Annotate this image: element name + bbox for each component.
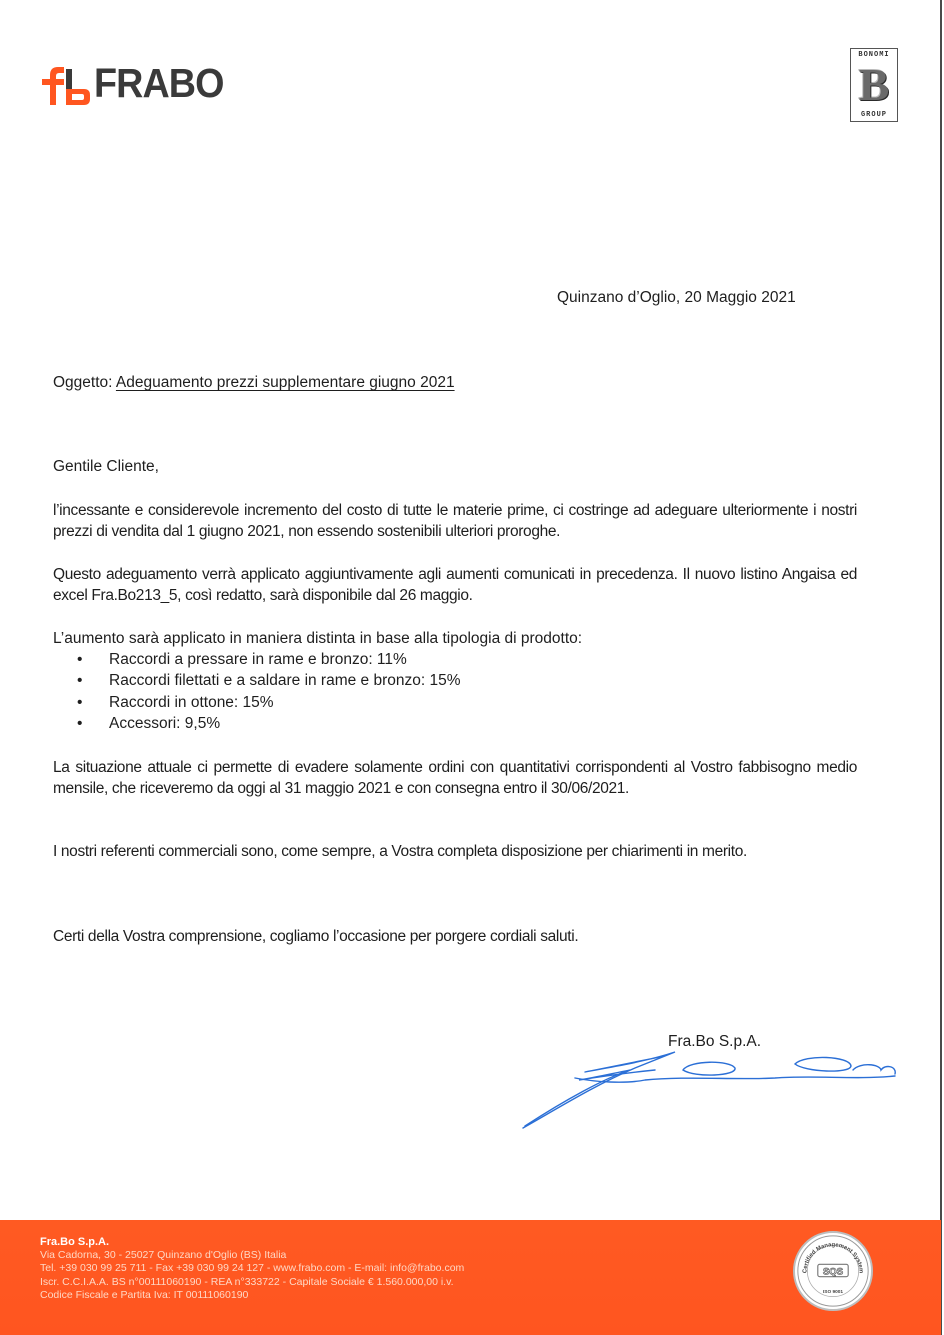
brand-name: FRABO: [94, 59, 224, 106]
signature-icon: [515, 1040, 905, 1130]
company-footer: [0, 1220, 941, 1335]
page-edge-line: [940, 0, 942, 1335]
svg-text:ISO 9001: ISO 9001: [822, 1289, 844, 1295]
footer-company-info: [40, 1236, 464, 1302]
increase-list: [77, 649, 461, 734]
subject-label: Oggetto:: [53, 374, 113, 391]
list-item: • Accessori: 9,5%: [77, 713, 461, 734]
svg-text:Certified Management System: Certified Management System: [802, 1242, 864, 1274]
bonomi-logo-bottom-text: GROUP: [860, 111, 887, 119]
paragraph-increase-intro: L’aumento sarà applicato in maniera distinta in base alla tipologia di prodotto:: [53, 630, 583, 647]
list-item: • Raccordi in ottone: 15%: [77, 692, 461, 713]
greeting: Gentile Cliente,: [53, 458, 159, 475]
paragraph-price-increase: l’incessante e considerevole incremento del costo di tutte le materie prime, ci costringe ad adeguare ulteriormente i nostri prezzi di vendita dal 1 giugno 2021, non essendo sostenibili ulteriori proroghe.: [53, 502, 857, 540]
sqs-certification-badge-icon: [793, 1231, 873, 1311]
paragraph-closing: Certi della Vostra comprensione, cogliamo l’occasione per porgere cordiali saluti.: [53, 928, 579, 945]
subject-value: Adeguamento prezzi supplementare giugno 2021: [115, 374, 455, 391]
footer-tax-id: Codice Fiscale e Partita Iva: IT 00111060190: [40, 1288, 249, 1301]
paragraph-orders: La situazione attuale ci permette di evadere solamente ordini con quantitativi corrispondenti al Vostro fabbisogno medio mensile, che riceveremo da oggi al 31 maggio 2021 e con consegna entro il 30/06/2021.: [53, 759, 857, 797]
place-date: Quinzano d’Oglio, 20 Maggio 2021: [557, 289, 796, 306]
list-item: • Raccordi filettati e a saldare in rame e bronzo: 15%: [77, 670, 461, 691]
bonomi-logo-letter: B: [858, 59, 890, 110]
subject-line: [53, 372, 455, 393]
footer-company-name: Fra.Bo S.p.A.: [40, 1236, 110, 1248]
footer-contacts: Tel. +39 030 99 25 711 - Fax +39 030 99 24 127 - www.frabo.com - E-mail: info@frabo.com: [40, 1262, 465, 1275]
bonomi-group-logo: [850, 48, 898, 122]
bonomi-logo-top-text: BONOMI: [858, 51, 890, 59]
footer-registration: Iscr. C.C.I.A.A. BS n°00111060190 - REA n°333722 - Capitale Sociale € 1.560.000,00 i.v.: [40, 1275, 454, 1288]
signatory: Fra.Bo S.p.A.: [668, 1033, 762, 1050]
frabo-logo: [40, 60, 235, 106]
paragraph-contacts: I nostri referenti commerciali sono, come sempre, a Vostra completa disposizione per chiarimenti in merito.: [53, 843, 747, 860]
svg-text:SQS: SQS: [822, 1266, 844, 1278]
footer-address: Via Cadorna, 30 - 25027 Quinzano d'Oglio (BS) Italia: [40, 1249, 287, 1262]
paragraph-price-list: Questo adeguamento verrà applicato aggiuntivamente agli aumenti comunicati in precedenza. Il nuovo listino Angaisa ed excel Fra.Bo213_5, così redatto, sarà disponibile dal 26 maggio.: [53, 566, 857, 604]
frabo-logo-mark-icon: [40, 61, 92, 105]
list-item: • Raccordi a pressare in rame e bronzo: 11%: [77, 649, 461, 670]
